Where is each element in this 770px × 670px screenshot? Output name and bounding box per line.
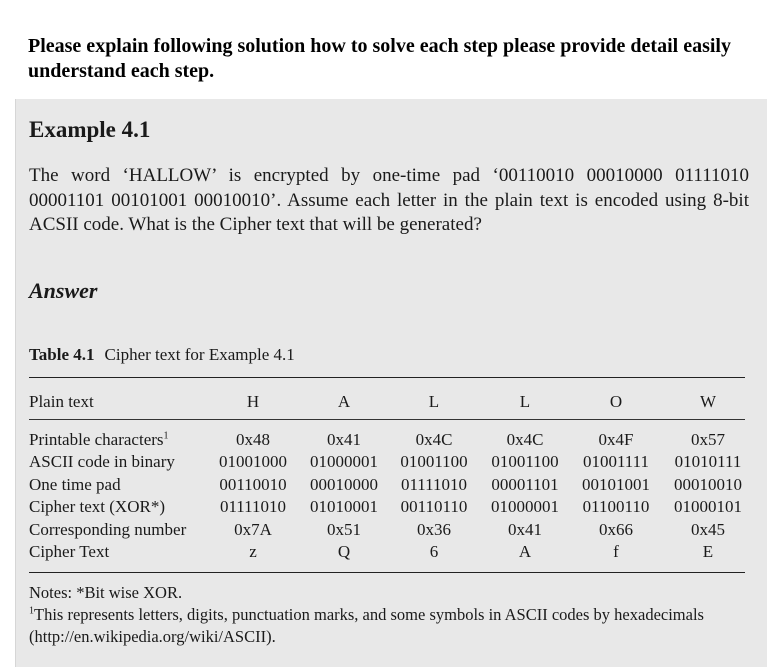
table-cell: f: [613, 542, 619, 561]
table-cell: 01000001: [310, 452, 378, 471]
table-cell: 00001101: [491, 475, 559, 494]
row-label-footnote-mark: 1: [163, 430, 169, 442]
table-row: [29, 497, 759, 519]
table-cell: 00101001: [582, 475, 650, 494]
table-cell: 00010010: [674, 475, 742, 494]
table-bottom-rule: [29, 572, 745, 573]
table-cell: 0x57: [691, 430, 725, 449]
row-label: [29, 430, 169, 450]
table-cell: 0x4C: [415, 430, 453, 449]
answer-heading: Answer: [29, 278, 98, 303]
table-cell: 01010001: [310, 497, 378, 516]
table-row: [29, 430, 759, 452]
table-caption: [29, 345, 295, 365]
table-cell: 0x66: [599, 520, 633, 539]
table-cell: E: [702, 542, 714, 561]
table-cell: 0x48: [236, 430, 270, 449]
table-notes: [29, 582, 749, 648]
table-cell: 6: [429, 542, 439, 561]
row-label: [29, 542, 109, 562]
table-cell: 0x36: [417, 520, 451, 539]
header-label: Plain text: [29, 392, 94, 411]
table-cell: 0x45: [691, 520, 725, 539]
table-caption-label: Table 4.1: [29, 345, 95, 364]
table-top-rule: [29, 377, 745, 378]
table-cell: Q: [337, 542, 351, 561]
table-header-rule: [29, 419, 745, 420]
table-cell: A: [518, 542, 532, 561]
table-cell: 01001100: [491, 452, 559, 471]
notes-xor: Notes: *Bit wise XOR.: [29, 583, 183, 602]
header-letter: W: [699, 392, 717, 411]
table-header-row: [29, 392, 759, 414]
table-cell: 01100110: [582, 497, 650, 516]
header-letter: A: [337, 392, 351, 411]
table-row: [29, 520, 759, 542]
example-title: Example 4.1: [29, 117, 151, 142]
header-letter: H: [246, 392, 260, 411]
question-text: Please explain following solution how to solve each step please provide detail easily understand each step.: [28, 35, 731, 82]
table-cell: 00110010: [219, 475, 287, 494]
table-cell: 0x4C: [506, 430, 544, 449]
row-label-text: Cipher text (XOR*): [29, 497, 165, 516]
table-cell: 01000001: [491, 497, 559, 516]
example-panel: [15, 99, 767, 667]
header-letter: L: [519, 392, 531, 411]
table-cell: 00010000: [310, 475, 378, 494]
header-letter: L: [428, 392, 440, 411]
table-row: [29, 542, 759, 564]
header-letter: O: [609, 392, 623, 411]
table-cell: 01010111: [674, 452, 742, 471]
table-caption-text: Cipher text for Example 4.1: [104, 345, 295, 364]
table-cell: z: [249, 542, 257, 561]
table-cell: 0x51: [327, 520, 361, 539]
table-row: [29, 452, 759, 474]
row-label-text: One time pad: [29, 475, 121, 494]
table-cell: 01000101: [674, 497, 742, 516]
table-cell: 01001000: [219, 452, 287, 471]
row-label-text: Printable characters: [29, 430, 164, 449]
row-label: [29, 520, 186, 540]
table-cell: 0x4F: [598, 430, 634, 449]
table-cell: 01001111: [582, 452, 650, 471]
footnote-mark: 1: [29, 605, 34, 617]
table-cell: 0x7A: [234, 520, 272, 539]
table-row: [29, 475, 759, 497]
table-cell: 01001100: [400, 452, 468, 471]
row-label: [29, 452, 175, 472]
table-cell: 01111010: [219, 497, 287, 516]
row-label-text: ASCII code in binary: [29, 452, 175, 471]
row-label-text: Corresponding number: [29, 520, 187, 539]
footnote-text: This represents letters, digits, punctuation marks, and some symbols in ASCII codes by hexadecimals (http://en.wikipedia.org/wiki/ASCII).: [29, 605, 704, 646]
row-label-text: Cipher Text: [29, 542, 110, 561]
row-label: [29, 497, 165, 517]
table-cell: 01111010: [400, 475, 468, 494]
example-problem-text: The word ‘HALLOW’ is encrypted by one-time pad ‘00110010 00010000 01111010 00001101 00101001 00010010’. Assume each letter in the plain text is encoded using 8-bit ACSII code. What is the Cipher text that will be generated?: [29, 165, 749, 235]
table-cell: 0x41: [327, 430, 361, 449]
row-label: [29, 475, 121, 495]
table-cell: 00110110: [400, 497, 468, 516]
table-cell: 0x41: [508, 520, 542, 539]
notes-footnote: [29, 604, 749, 648]
